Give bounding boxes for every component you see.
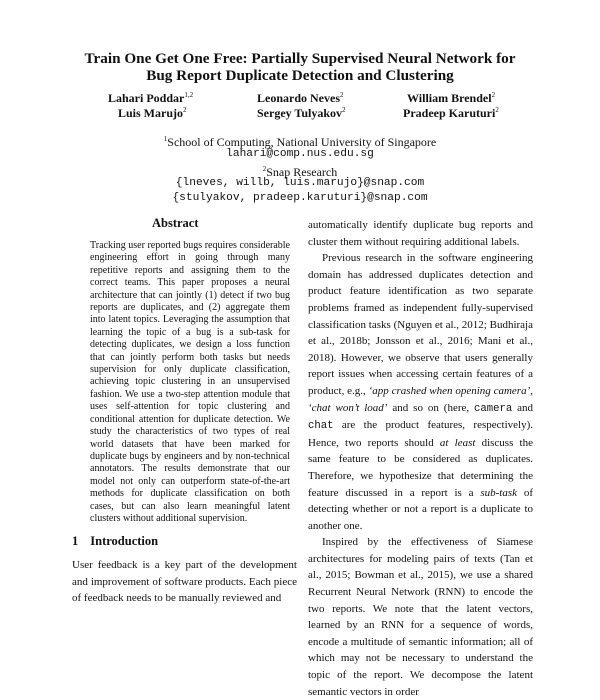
section-heading-introduction <box>72 534 158 549</box>
email-2: {lneves, willb, luis.marujo}@snap.com <box>175 177 425 189</box>
author-pradeep-karuturi: Pradeep Karuturi$^2$ <box>403 106 499 120</box>
emphasis-sub-task: sub-task <box>480 486 518 499</box>
abstract-text: Tracking user reported bugs requires considerable engineering effort in going through many repetitive reports and assigning them to the correct teams. This paper proposes a neural architecture that can jointly (1) detect if two bug reports are duplicates, and (2) aggregate them into latent topics. Leveraging the assumption that learning the topic of a bug is a sub-task for detecting duplicates, we design a loss function that can jointly perform both tasks but needs supervision for only duplicate classification, achieving topic clustering in an unsupervised fashion. We use a two-step attention module that uses self-attention for topic clustering and conditional attention for duplicate detection. We study the characteristics of two types of real world datasets that have been marked for duplicate bugs by engineers and by non-technical annotators. The results demonstrate that our model not only can outperform state-of-the-art methods for duplicate classification on both cases, but can also learn meaningful latent clusters without additional supervision. <box>90 240 290 524</box>
title-line-1: Train One Get One Free: Partially Supervised Neural Network for <box>84 50 516 67</box>
code-chat: chat <box>308 420 334 433</box>
emphasis-at-least: at least <box>439 436 476 449</box>
author-william-brendel: William Brendel$^2$ <box>407 91 496 105</box>
title-line-2: Bug Report Duplicate Detection and Clustering <box>146 67 454 84</box>
paragraph-siamese: Inspired by the effectiveness of Siamese architectures for modeling pairs of texts (Tan et al., 2015; Bowman et al., 2015), we use a shared Recurrent Neural Network (RNN) to encode the two reports. We note that the latent vectors, learned by an RNN for a sequence of words, encode a multitude of semantic information; all of which may not be necessary to understand the topic of the report. We decompose the latent semantic vectors in order <box>308 536 533 698</box>
example-quote-1: ‘app crashed when opening camera’ <box>368 384 531 397</box>
email-1: lahari@comp.nus.edu.sg <box>226 148 374 160</box>
section-number: 1 <box>72 534 79 548</box>
author-luis-marujo: Luis Marujo$^2$ <box>118 106 187 120</box>
paragraph-previous-research: Previous research in the software engineering domain has addressed duplicates detection and product feature identification as two separate problems framed as independent fully-supervised classification tasks (Nguyen et al., 2012; Budhiraja et al., 2018b; Jonsson et al., 2016; Mani et al., 2018). However, we observe that users generally report issues when accessing certain features of a product, e.g., ‘app crashed when opening camera’, ‘chat won’t load’ and so on (here, camera and chat are the product features, respectively). Hence, two reports should at least discuss the same feature to be considered as duplicates. Therefore, we hypothesize that determining the feature discussed in a report is a sub-task of detecting whether or not a report is a duplicate to another one. <box>308 252 533 532</box>
right-column <box>308 217 533 700</box>
abstract-heading: Abstract <box>152 216 199 230</box>
author-lahari-poddar: Lahari Poddar$^{1,2}$ <box>108 91 194 105</box>
introduction-paragraph: User feedback is a key part of the development and improvement of software products. Each piece of feedback needs to be manually reviewed and <box>72 559 297 605</box>
affiliation-2: $^2$Snap Research <box>262 165 338 179</box>
paper-title <box>40 50 560 84</box>
author-leonardo-neves: Leonardo Neves$^2$ <box>257 91 344 105</box>
code-camera: camera <box>474 402 513 415</box>
email-3: {stulyakov, pradeep.karuturi}@snap.com <box>172 192 428 204</box>
example-quote-2: ‘chat won’t load’ <box>308 401 388 414</box>
affiliation-1: $^1$School of Computing, National University of Singapore <box>163 135 437 149</box>
section-title: Introduction <box>90 534 159 548</box>
author-sergey-tulyakov: Sergey Tulyakov$^2$ <box>257 106 346 120</box>
paragraph-continuation: automatically identify duplicate bug reports and cluster them without requiring additional labels. <box>308 219 533 248</box>
